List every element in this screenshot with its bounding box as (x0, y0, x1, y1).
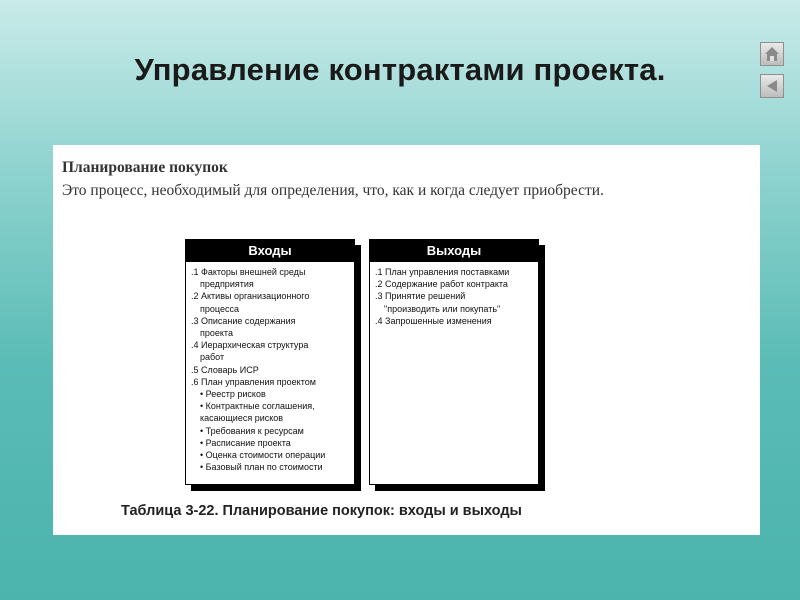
content-image (53, 145, 760, 535)
outputs-header: Выходы (370, 240, 538, 262)
table-caption: Таблица 3-22. Планирование покупок: входы и выходы (121, 503, 522, 519)
inputs-list (186, 262, 354, 473)
back-arrow-icon (764, 78, 780, 94)
list-item: .2 Активы организационного (191, 291, 310, 302)
back-button[interactable] (760, 74, 784, 98)
inputs-header: Входы (186, 240, 354, 262)
list-item: "производить или покупать" (384, 303, 501, 314)
process-description: Это процесс, необходимый для определения, что, как и когда следует приобрести. (62, 182, 604, 199)
list-item: .5 Словарь ИСР (191, 364, 259, 375)
sub-list-item: • Оценка стоимости операции (200, 450, 326, 461)
list-item: .2 Содержание работ контракта (375, 279, 508, 290)
sub-list-item: • Контрактные соглашения, (200, 401, 315, 412)
inputs-box (185, 239, 355, 485)
home-button[interactable] (760, 42, 784, 66)
sub-list-item: • Требования к ресурсам (200, 425, 304, 436)
list-item: процесса (200, 303, 239, 314)
list-item: .4 Запрошенные изменения (375, 315, 492, 326)
list-item: .4 Иерархическая структура (191, 340, 309, 351)
process-title: Планирование покупок (62, 159, 228, 176)
sub-list-item: • Расписание проекта (200, 437, 291, 448)
list-item: .1 План управления поставками (375, 267, 510, 277)
sub-list-item: • Реестр рисков (200, 389, 266, 400)
list-item: предприятия (200, 279, 254, 290)
outputs-list (370, 262, 538, 327)
list-item: .6 План управления проектом (191, 376, 316, 387)
home-icon (764, 46, 780, 62)
slide-title: Управление контрактами проекта. (134, 52, 666, 87)
sub-list-item: • Базовый план по стоимости (200, 462, 323, 473)
sub-list-item: касающиеся рисков (200, 413, 284, 424)
list-item: .3 Принятие решений (375, 291, 466, 302)
list-item: проекта (200, 328, 233, 339)
list-item: .3 Описание содержания (191, 315, 296, 326)
list-item: .1 Факторы внешней среды (191, 267, 306, 277)
outputs-box (369, 239, 539, 485)
list-item: работ (200, 352, 225, 363)
